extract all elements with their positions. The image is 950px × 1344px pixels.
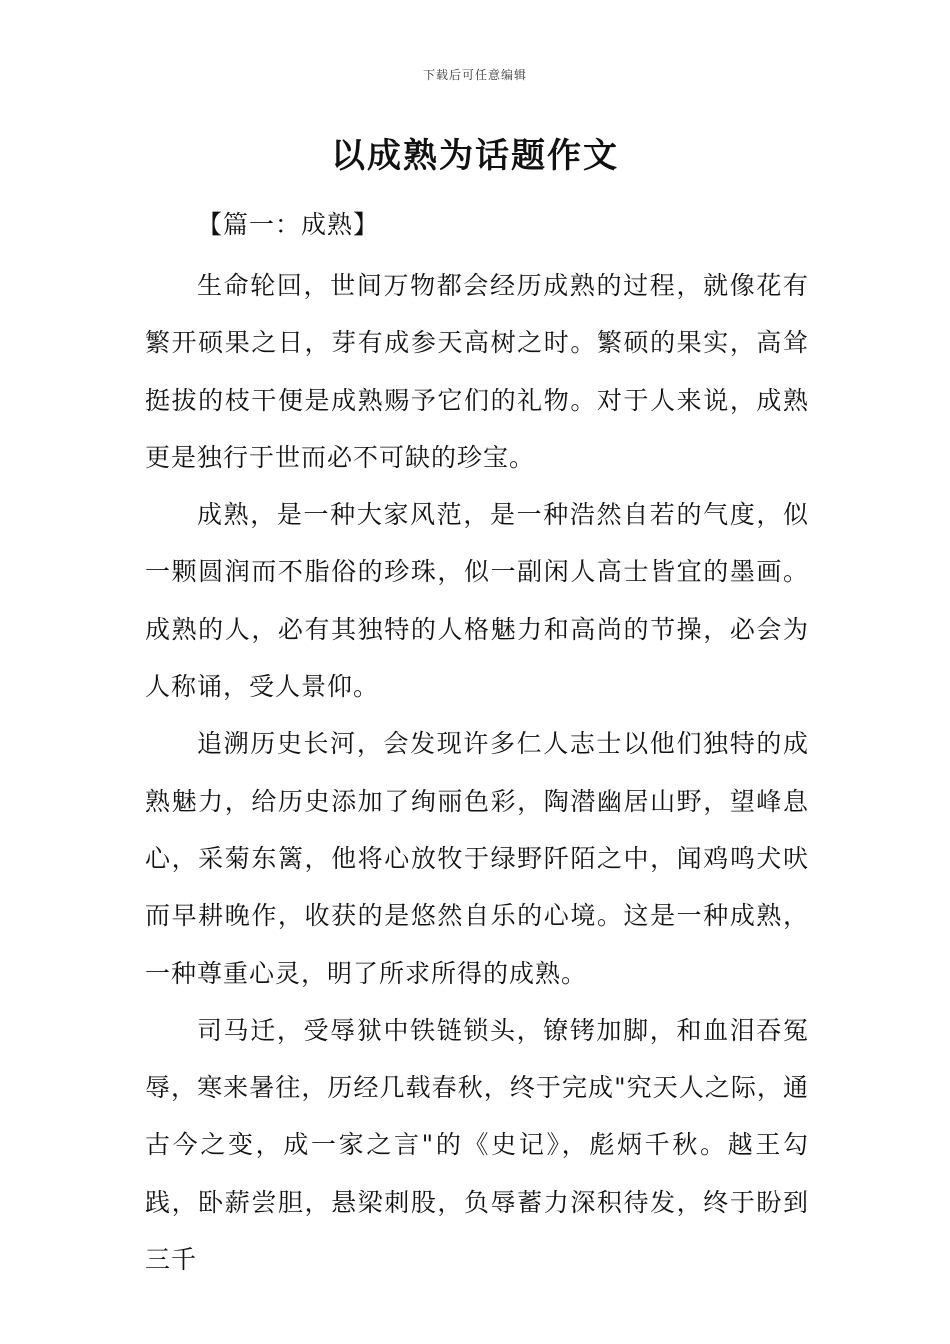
header-note: 下载后可任意编辑 bbox=[422, 68, 527, 82]
paragraph: 生命轮回，世间万物都会经历成熟的过程，就像花有繁开硕果之日，芽有成参天高树之时。繁硕的果实，高耸挺拔的枝干便是成熟赐予它们的礼物。对于人来说，成熟更是独行于世而必不可缺的珍宝。 bbox=[145, 271, 809, 472]
paragraph: 追溯历史长河，会发现许多仁人志士以他们独特的成熟魅力，给历史添加了绚丽色彩，陶潜幽居山野，望峰息心，采菊东篱，他将心放牧于绿野阡陌之中，闻鸡鸣犬吠而早耕晚作，收获的是悠然自乐的心境。这是一种成熟，一种尊重心灵，明了所求所得的成熟。 bbox=[145, 729, 809, 988]
section-heading: 【篇一：成熟】 bbox=[197, 210, 380, 239]
document-body bbox=[145, 200, 809, 1288]
paragraph: 司马迁，受辱狱中铁链锁头，镣铐加脚，和血泪吞冤辱，寒来暑往，历经几载春秋，终于完成"究天人之际，通古今之变，成一家之言"的《史记》，彪炳千秋。越王勾践，卧薪尝胆，悬梁刺股，负辱蓄力深积待发，终于盼到三千 bbox=[145, 1015, 809, 1275]
page-title: 以成熟为话题作文 bbox=[331, 136, 619, 176]
paragraph: 成熟，是一种大家风范，是一种浩然自若的气度，似一颗圆润而不脂俗的珍珠，似一副闲人高士皆宜的墨画。成熟的人，必有其独特的人格魅力和高尚的节操，必会为人称诵，受人景仰。 bbox=[145, 500, 809, 702]
